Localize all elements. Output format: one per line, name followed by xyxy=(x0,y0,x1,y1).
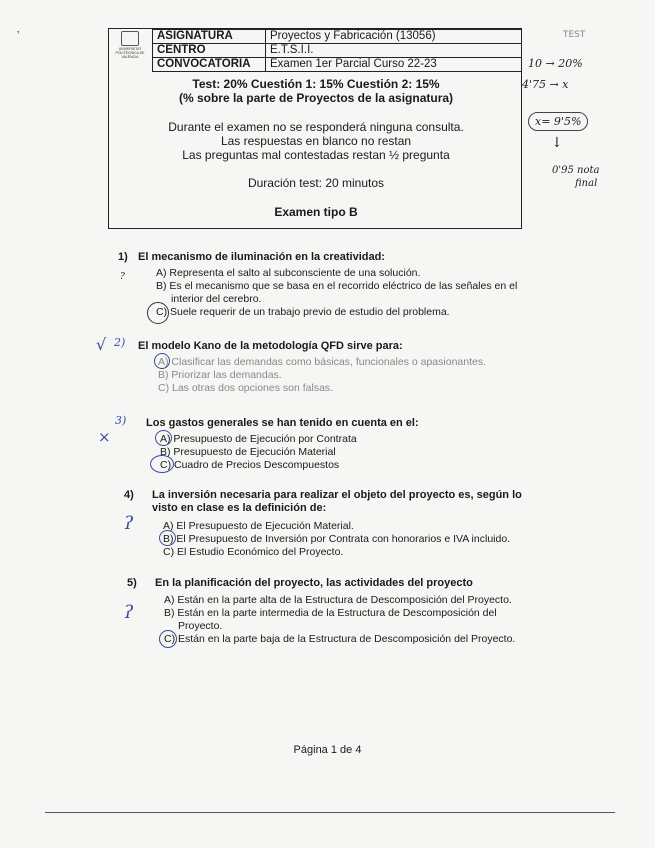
question-text: En la planificación del proyecto, las actividades del proyecto xyxy=(155,577,473,589)
margin-mark: ʼ xyxy=(17,30,20,42)
option-text: A) Clasificar las demandas como básicas, funcionales o apasionantes. xyxy=(158,356,487,368)
header-row xyxy=(153,58,522,72)
option-text: B) Priorizar las demandas. xyxy=(158,369,282,381)
handwritten-note: 0'95 nota xyxy=(552,165,600,176)
question-text: Los gastos generales se han tenido en cuenta en el: xyxy=(146,417,419,429)
question-text: La inversión necesaria para realizar el objeto del proyecto es, según lo xyxy=(152,489,522,501)
question-2 xyxy=(138,340,403,353)
bottom-rule xyxy=(45,812,615,813)
option-text: A) Están en la parte alta de la Estructura de Descomposición del Proyecto. xyxy=(164,594,512,606)
header-value: E.T.S.I.I. xyxy=(266,44,522,58)
handwritten-mark: ʔ xyxy=(124,602,134,623)
question-number: 2) xyxy=(114,336,126,349)
header-key: ASIGNATURA xyxy=(153,30,266,44)
crest-icon xyxy=(121,31,139,46)
question-text: visto en clase es la definición de: xyxy=(152,501,327,514)
handwritten-note: final xyxy=(575,178,598,189)
question-1 xyxy=(118,251,385,264)
question-number: 4) xyxy=(124,489,134,501)
check-mark-icon: √ xyxy=(96,335,107,354)
exam-header xyxy=(108,28,522,229)
top-right-label: TEST xyxy=(563,30,586,40)
logo-text: UNIVERSITAT POLITÈCNICA DE VALÈNCIA xyxy=(115,47,145,59)
rule-text: Las preguntas mal contestadas restan ½ pregunta xyxy=(182,148,450,162)
option-text: C) Cuadro de Precios Descompuestos xyxy=(160,459,340,471)
question-number: 5) xyxy=(127,577,137,589)
handwritten-note: x= 9'5% xyxy=(528,112,588,131)
option-text: B) Presupuesto de Ejecución Material xyxy=(160,446,336,458)
cross-mark-icon: × xyxy=(98,428,111,446)
option-text: interior del cerebro. xyxy=(171,293,262,305)
option-text: B) El Presupuesto de Inversión por Contrata con honorarios e IVA incluido. xyxy=(163,533,511,545)
option-text: C) Suele requerir de un trabajo previo de estudio del problema. xyxy=(156,306,450,318)
option-text: B) Están en la parte intermedia de la Estructura de Descomposición del xyxy=(164,607,497,619)
header-value: Examen 1er Parcial Curso 22-23 xyxy=(266,58,522,72)
handwritten-note: 10 → 20% xyxy=(528,57,583,70)
rule-text: Durante el examen no se responderá ninguna consulta. xyxy=(168,120,464,134)
option-text: C) Las otras dos opciones son falsas. xyxy=(158,382,334,394)
handwritten-note: 4'75 → x xyxy=(522,78,569,91)
header-table xyxy=(152,29,522,72)
answer-circle xyxy=(159,630,177,648)
rule-text: Las respuestas en blanco no restan xyxy=(220,134,412,148)
question-text: El mecanismo de iluminación en la creatividad: xyxy=(138,251,385,263)
handwritten-mark: ? xyxy=(120,272,125,282)
question-4 xyxy=(124,489,522,514)
question-number: 1) xyxy=(118,251,128,263)
option-text: Proyecto. xyxy=(178,620,223,632)
header-key: CONVOCATORIA xyxy=(153,58,266,72)
question-3 xyxy=(146,417,419,430)
handwritten-mark: ʔ xyxy=(124,513,134,534)
option-text: C) El Estudio Económico del Proyecto. xyxy=(163,546,344,558)
answer-circle xyxy=(159,530,176,546)
exam-type: Examen tipo B xyxy=(274,205,358,219)
option-text: A) El Presupuesto de Ejecución Material. xyxy=(163,520,354,532)
page-footer: Página 1 de 4 xyxy=(293,744,362,756)
header-value: Proyectos y Fabricación (13056) xyxy=(266,30,522,44)
arrow-down-icon: ↓ xyxy=(551,135,563,151)
option-text: A) Presupuesto de Ejecución por Contrata xyxy=(160,433,357,445)
question-text: El modelo Kano de la metodología QFD sirve para: xyxy=(138,340,403,352)
option-text: B) Es el mecanismo que se basa en el recorrido eléctrico de las señales en el xyxy=(156,280,518,292)
answer-circle xyxy=(150,455,174,473)
weights-note: (% sobre la parte de Proyectos de la asignatura) xyxy=(178,91,454,105)
option-text: A) Representa el salto al subconsciente de una solución. xyxy=(156,267,421,279)
header-row xyxy=(153,44,522,58)
university-logo xyxy=(111,31,149,69)
header-key: CENTRO xyxy=(153,44,266,58)
duration-text: Duración test: 20 minutos xyxy=(247,176,385,190)
question-5 xyxy=(127,577,473,590)
weights-line: Test: 20% Cuestión 1: 15% Cuestión 2: 15% xyxy=(192,77,440,91)
answer-circle xyxy=(147,302,169,324)
question-number: 3) xyxy=(115,414,127,427)
header-row xyxy=(153,30,522,44)
answer-circle xyxy=(155,430,172,446)
answer-circle xyxy=(154,353,170,369)
option-text: C) Están en la parte baja de la Estructura de Descomposición del Proyecto. xyxy=(164,633,516,645)
